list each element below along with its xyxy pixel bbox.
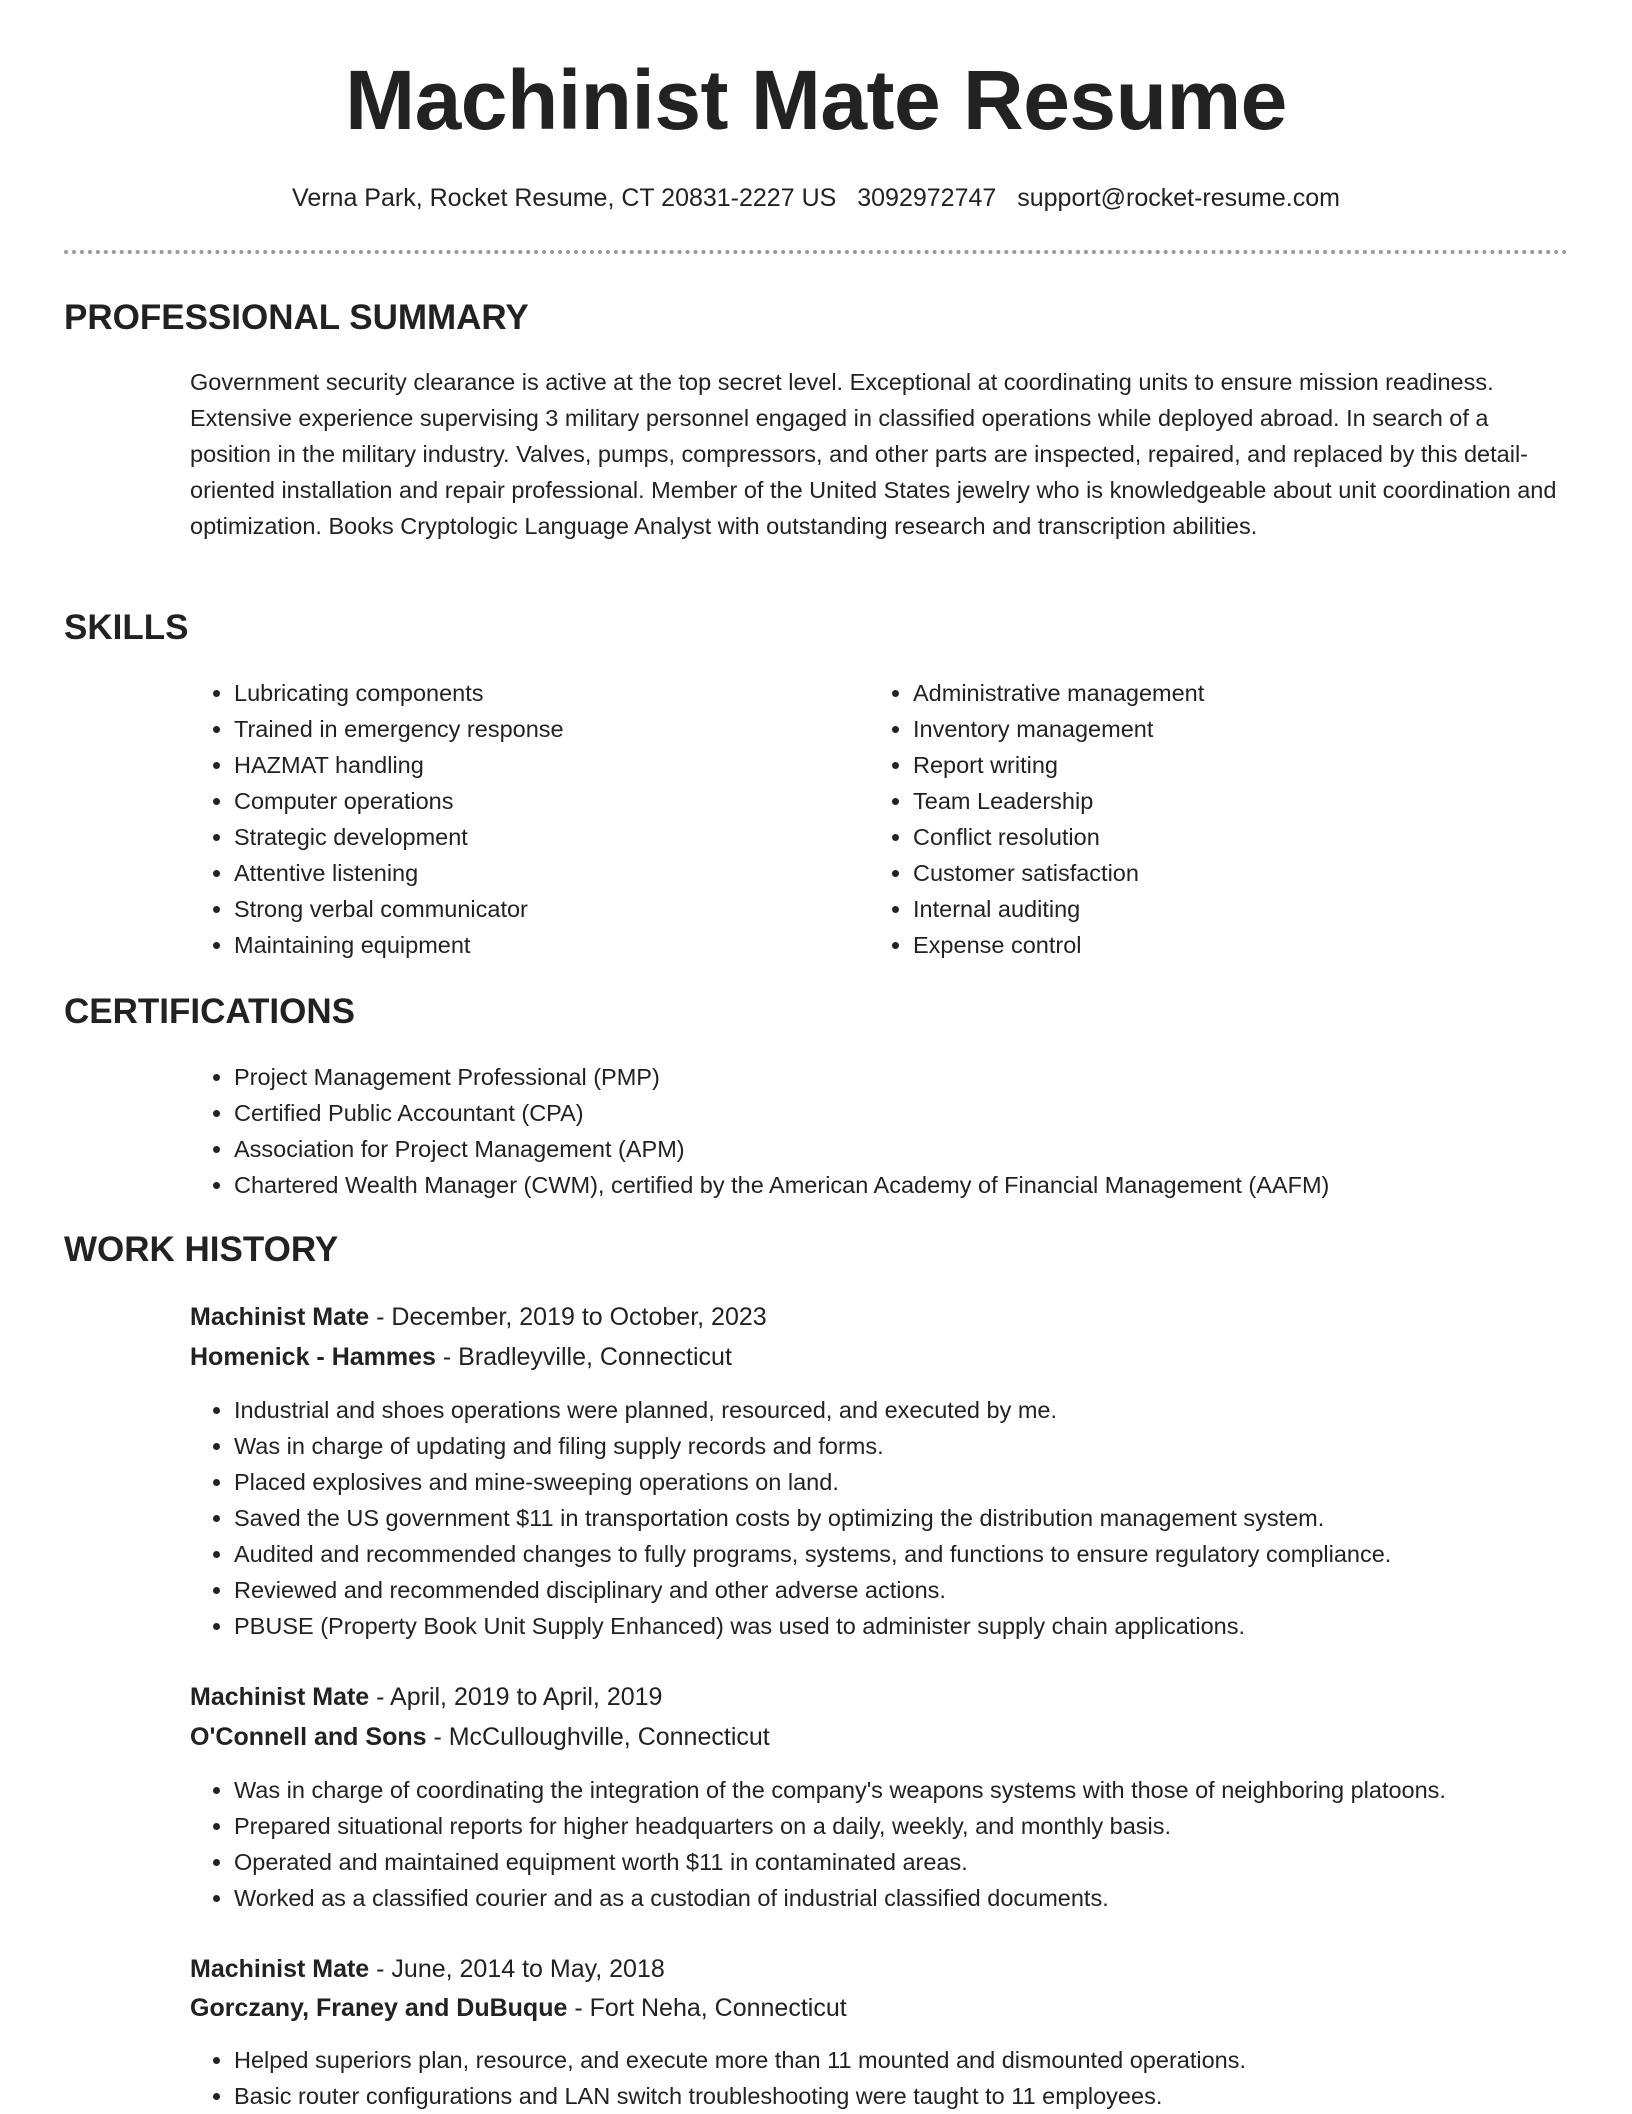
job-company: Gorczany, Franey and DuBuque [190,1994,568,2022]
skills-list-right [869,675,1553,963]
list-item: • Strong verbal communicator [234,891,874,927]
skills-heading: SKILLS [64,608,189,647]
list-item: • Project Management Professional (PMP) [234,1059,1604,1095]
job-bullets [190,1392,1614,1644]
list-item: • Worked as a classified courier and as a custodian of industrial classified documents. [234,1880,1614,1916]
skills-list-left [190,675,874,963]
list-item: • Was in charge of coordinating the integration of the company's weapons systems with those of neighboring platoons. [234,1772,1614,1808]
list-item: • Was in charge of updating and filing supply records and forms. [234,1428,1614,1464]
list-item: • Computer operations [234,783,874,819]
job-company-line [190,1719,770,1755]
list-item: • Certified Public Accountant (CPA) [234,1095,1604,1131]
summary-text: Government security clearance is active at the top secret level. Exceptional at coordinating units to ensure mission readiness. Extensive experience supervising 3 military personnel engaged in classified operations while deployed abroad. In search of a position in the military industry. Valves, pumps, compressors, and other parts are inspected, repaired, and replaced by this detail-oriented installation and repair professional. Member of the United States jewelry who is knowledgeable about unit coordination and optimization. Books Cryptologic Language Analyst with outstanding research and transcription abilities. [190,369,1557,539]
list-item: • Operated and maintained equipment worth $11 in contaminated areas. [234,1844,1614,1880]
work-history-heading: WORK HISTORY [64,1230,339,1269]
job-company-line [190,1990,847,2026]
list-item: • Association for Project Management (APM) [234,1131,1604,1167]
job-location: - McCulloughville, Connecticut [426,1723,770,1751]
summary-heading: PROFESSIONAL SUMMARY [64,298,529,337]
certifications-list [190,1059,1604,1203]
job-title: Machinist Mate [190,1683,370,1711]
list-item: • PBUSE (Property Book Unit Supply Enhanced) was used to administer supply chain applications. [234,1608,1614,1644]
job-dates: - December, 2019 to October, 2023 [369,1303,767,1331]
list-item: • Maintaining equipment [234,927,874,963]
job-title: Machinist Mate [190,1955,370,1983]
list-item: • HAZMAT handling [234,747,874,783]
list-item: • Prepared situational reports for higher headquarters on a daily, weekly, and monthly basis. [234,1808,1614,1844]
job-company: O'Connell and Sons [190,1723,427,1751]
contact-address: Verna Park, Rocket Resume, CT 20831-2227 US [292,184,837,212]
list-item: • Customer satisfaction [913,855,1553,891]
list-item: • Placed explosives and mine-sweeping operations on land. [234,1464,1614,1500]
list-item: • Report writing [913,747,1553,783]
list-item: • Conflict resolution [913,819,1553,855]
list-item: • Reviewed and recommended disciplinary and other adverse actions. [234,1572,1614,1608]
list-item: • Expense control [913,927,1553,963]
contact-email: support@rocket-resume.com [1017,184,1340,212]
list-item: • Lubricating components [234,675,874,711]
job-location: - Bradleyville, Connecticut [435,1343,732,1371]
contact-line [0,184,1632,213]
job-title-line [190,1951,665,1987]
list-item: • Attentive listening [234,855,874,891]
job-bullets [190,2042,1614,2114]
list-item: • Audited and recommended changes to fully programs, systems, and functions to ensure regulatory compliance. [234,1536,1614,1572]
list-item: • Team Leadership [913,783,1553,819]
certifications-heading: CERTIFICATIONS [64,992,356,1031]
job-title: Machinist Mate [190,1303,370,1331]
list-item: • Basic router configurations and LAN switch troubleshooting were taught to 11 employees. [234,2078,1614,2114]
list-item: • Inventory management [913,711,1553,747]
job-dates: - June, 2014 to May, 2018 [369,1955,665,1983]
job-company-line [190,1339,732,1375]
list-item: • Industrial and shoes operations were planned, resourced, and executed by me. [234,1392,1614,1428]
contact-phone: 3092972747 [857,184,997,212]
list-item: • Strategic development [234,819,874,855]
resume-title: Machinist Mate Resume [345,53,1287,147]
job-company: Homenick - Hammes [190,1343,436,1371]
list-item: • Trained in emergency response [234,711,874,747]
job-dates: - April, 2019 to April, 2019 [369,1683,663,1711]
job-title-line [190,1299,767,1335]
list-item: • Internal auditing [913,891,1553,927]
job-bullets [190,1772,1614,1916]
header-divider [64,250,1568,254]
job-title-line [190,1679,662,1715]
list-item: • Chartered Wealth Manager (CWM), certified by the American Academy of Financial Management (AAFM) [234,1167,1604,1203]
list-item: • Saved the US government $11 in transportation costs by optimizing the distribution management system. [234,1500,1614,1536]
job-location: - Fort Neha, Connecticut [567,1994,847,2022]
list-item: • Administrative management [913,675,1553,711]
list-item: • Helped superiors plan, resource, and execute more than 11 mounted and dismounted operations. [234,2042,1614,2078]
